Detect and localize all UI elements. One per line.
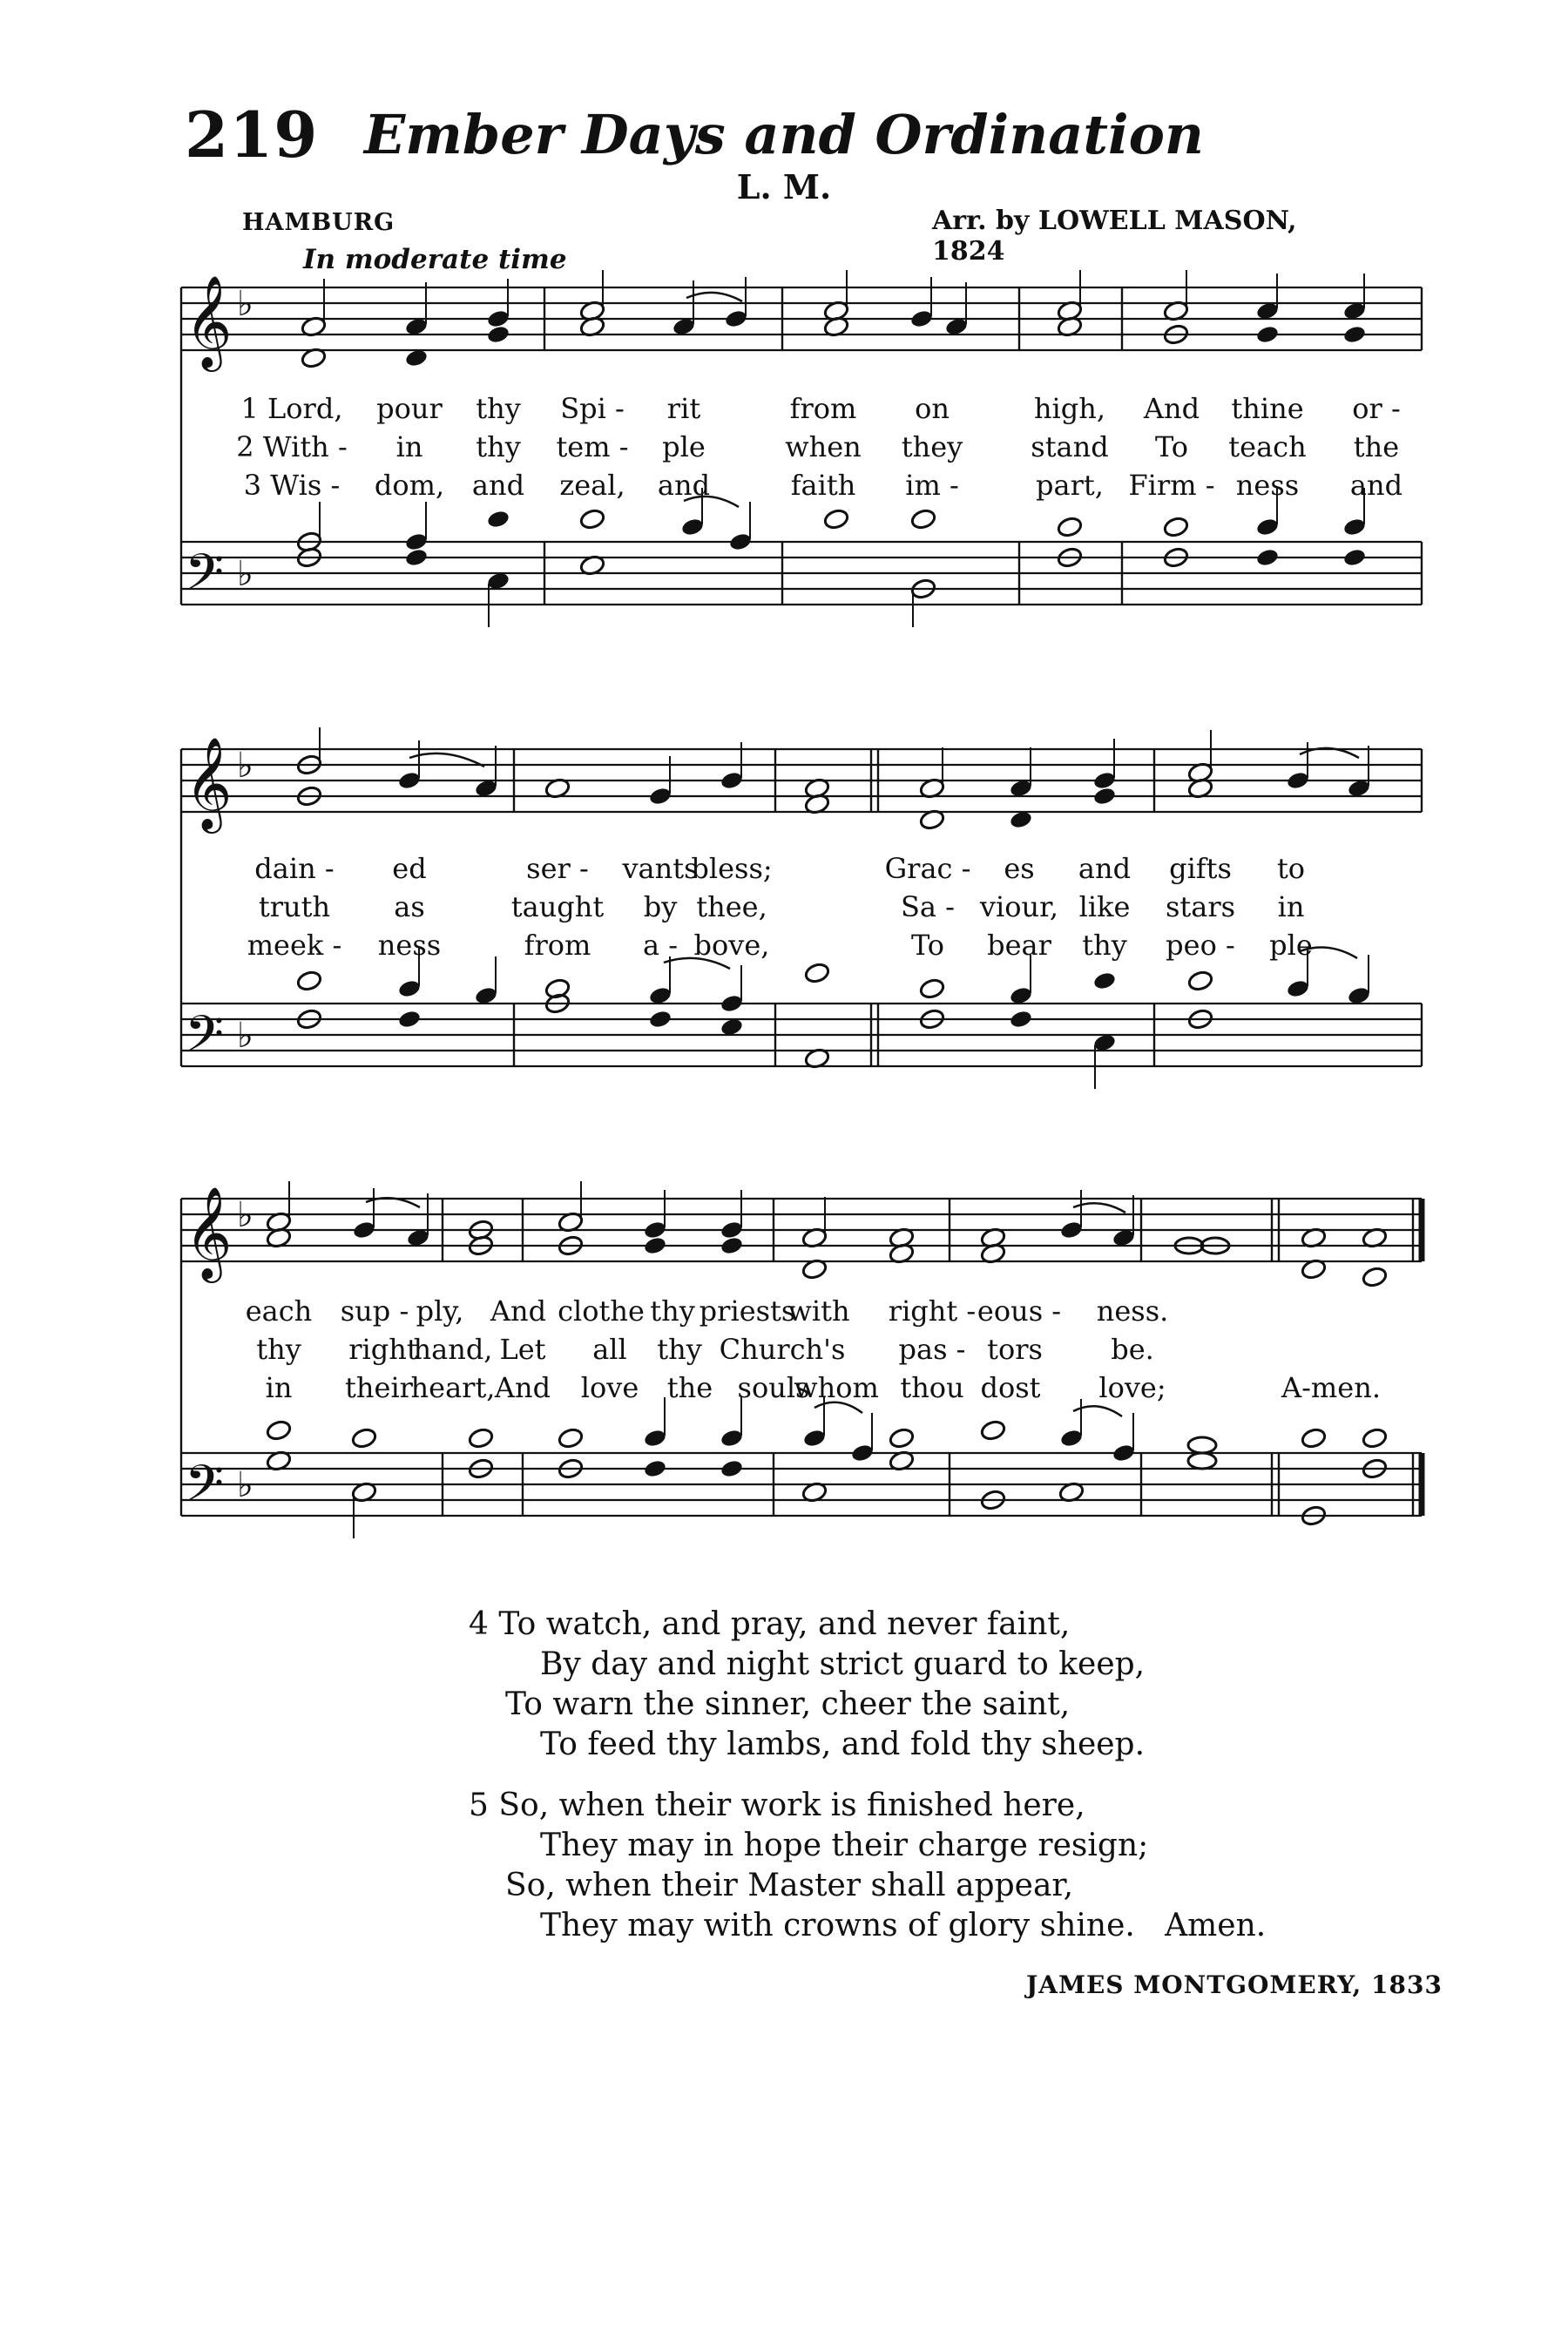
bass-clef-icon: 𝄢 xyxy=(185,1454,225,1525)
lyric-syllable: ple xyxy=(662,430,706,463)
lyric-syllable: meek - xyxy=(247,929,342,962)
stanza-line xyxy=(469,1605,1145,1645)
lyric-syllable: es xyxy=(1004,852,1035,885)
treble-notes xyxy=(266,1181,1389,1288)
lyric-syllable: 3 Wis - xyxy=(243,469,341,502)
lyric-syllable: from xyxy=(789,392,857,425)
lyric-syllable: right xyxy=(348,1333,418,1366)
flat-sign-icon: ♭ xyxy=(237,554,253,594)
lyric-syllable: when xyxy=(785,430,862,463)
lyric-syllable: pas - xyxy=(898,1333,966,1366)
bass-clef-icon: 𝄢 xyxy=(185,1004,225,1076)
lyric-syllable: thine xyxy=(1231,392,1304,425)
lyric-syllable: high, xyxy=(1033,392,1106,425)
lyric-syllable: like xyxy=(1078,890,1131,923)
lyrics-verse-1 xyxy=(0,1294,1568,1329)
lyric-syllable: they xyxy=(901,430,963,463)
lyric-syllable: ness. xyxy=(1096,1294,1169,1328)
lyric-syllable: and xyxy=(657,469,711,502)
lyric-syllable: in xyxy=(1277,890,1305,923)
lyric-syllable: clothe xyxy=(558,1294,645,1328)
lyric-syllable: Let xyxy=(499,1333,546,1366)
lyric-syllable: ple xyxy=(1269,929,1313,962)
lyric-syllable: eous - xyxy=(977,1294,1062,1328)
lyric-syllable: souls xyxy=(737,1371,810,1404)
flat-sign-icon: ♭ xyxy=(237,284,253,324)
lyric-syllable: viour, xyxy=(979,890,1059,923)
lyric-syllable: Spi - xyxy=(560,392,625,425)
lyric-syllable: be. xyxy=(1111,1333,1154,1366)
stanza-line: To feed thy lambs, and fold thy sheep. xyxy=(540,1727,1146,1762)
lyric-syllable: bove, xyxy=(693,929,770,962)
treble-staff xyxy=(181,749,1422,812)
lyric-syllable: thy xyxy=(256,1333,301,1366)
stanza-line: So, when their Master shall appear, xyxy=(505,1868,1074,1903)
hymn-number: 219 xyxy=(185,98,319,172)
lyric-syllable: zeal, xyxy=(559,469,625,502)
lyric-syllable: their xyxy=(345,1371,413,1404)
lyric-syllable: from xyxy=(524,929,591,962)
lyric-syllable: thee, xyxy=(696,890,767,923)
stanza-line: They may in hope their charge resign; xyxy=(540,1828,1149,1863)
lyric-syllable: im - xyxy=(905,469,959,502)
lyrics-verse-1 xyxy=(0,852,1568,887)
lyric-syllable: love; xyxy=(1098,1371,1166,1404)
lyric-syllable: To xyxy=(1154,430,1189,463)
bass-staff xyxy=(181,1004,1422,1066)
lyrics-verse-1 xyxy=(0,392,1568,427)
lyric-syllable: Sa - xyxy=(901,890,955,923)
lyric-syllable: gifts xyxy=(1169,852,1232,885)
tempo-marking: In moderate time xyxy=(303,244,567,275)
lyric-syllable: bear xyxy=(987,929,1051,962)
flat-sign-icon: ♭ xyxy=(237,746,253,786)
lyric-syllable: ply, xyxy=(416,1294,464,1328)
bass-notes xyxy=(296,948,1371,1090)
stanza-line xyxy=(469,1906,1266,1946)
lyrics-verse-3 xyxy=(0,929,1568,963)
amen-text: Amen. xyxy=(1165,1908,1267,1943)
author-credit: JAMES MONTGOMERY, 1833 xyxy=(1026,1970,1443,1999)
lyric-syllable: in xyxy=(395,430,423,463)
stanza-text: To watch, and pray, and never faint, xyxy=(498,1606,1071,1642)
lyric-syllable: by xyxy=(643,890,678,923)
stanza-4 xyxy=(469,1605,1145,1765)
lyric-syllable: stand xyxy=(1031,430,1109,463)
stanza-text: They may with crowns of glory shine. xyxy=(540,1908,1135,1943)
lyric-syllable: and xyxy=(1078,852,1132,885)
lyrics-verse-2 xyxy=(0,890,1568,925)
bass-staff xyxy=(181,542,1422,605)
lyric-syllable: the xyxy=(1353,430,1400,463)
lyric-syllable: thy xyxy=(650,1294,695,1328)
meter: L. M. xyxy=(736,167,832,206)
lyric-syllable: And xyxy=(490,1294,547,1328)
lyric-syllable: thy xyxy=(1082,929,1127,962)
lyric-syllable: hand, xyxy=(413,1333,493,1366)
lyric-syllable: ser - xyxy=(526,852,589,885)
lyric-syllable: Church's xyxy=(719,1333,846,1366)
lyric-syllable: ness xyxy=(377,929,442,962)
lyric-syllable: bless; xyxy=(691,852,773,885)
flat-sign-icon: ♭ xyxy=(237,1195,253,1235)
stanza-line: By day and night strict guard to keep, xyxy=(540,1646,1146,1682)
lyric-syllable: And xyxy=(494,1371,551,1404)
lyrics-verse-3 xyxy=(0,1371,1568,1406)
lyric-syllable: ness xyxy=(1235,469,1300,502)
treble-clef-icon: 𝄞 xyxy=(185,274,233,368)
lyric-syllable: dost xyxy=(980,1371,1041,1404)
bass-clef-icon: 𝄢 xyxy=(185,543,225,614)
stanza-number: 5 xyxy=(469,1788,489,1823)
stanza-line: To warn the sinner, cheer the saint, xyxy=(505,1686,1071,1722)
stanza-line xyxy=(469,1786,1266,1826)
stanza-5 xyxy=(469,1786,1266,1946)
lyric-syllable: each xyxy=(245,1294,313,1328)
lyric-syllable: dom, xyxy=(374,469,445,502)
lyric-syllable: Grac - xyxy=(884,852,971,885)
lyric-syllable: 2 With - xyxy=(236,430,348,463)
lyrics-verse-2 xyxy=(0,430,1568,465)
lyric-syllable: sup - xyxy=(340,1294,409,1328)
lyric-syllable: tors xyxy=(987,1333,1043,1366)
lyric-syllable: to xyxy=(1276,852,1306,885)
treble-clef-icon: 𝄞 xyxy=(185,736,233,829)
lyrics-verse-3 xyxy=(0,469,1568,504)
lyric-syllable: as xyxy=(394,890,425,923)
lyric-syllable: or - xyxy=(1352,392,1401,425)
lyric-syllable: thy xyxy=(476,392,521,425)
lyric-syllable: love xyxy=(580,1371,639,1404)
lyric-syllable: the xyxy=(666,1371,713,1404)
lyric-syllable: 1 Lord, xyxy=(240,392,343,425)
lyric-syllable: A-men. xyxy=(1281,1371,1381,1404)
lyric-syllable: whom xyxy=(794,1371,879,1404)
lyric-syllable: part, xyxy=(1036,469,1104,502)
lyric-syllable: thy xyxy=(657,1333,702,1366)
lyric-syllable: dain - xyxy=(254,852,335,885)
hymn-title: Ember Days and Ordination xyxy=(364,103,1204,166)
stanza-text: So, when their work is finished here, xyxy=(498,1788,1085,1823)
stanza-number: 4 xyxy=(469,1606,489,1642)
lyric-syllable: Firm - xyxy=(1128,469,1215,502)
lyric-syllable: right - xyxy=(888,1294,977,1328)
lyric-syllable: heart, xyxy=(410,1371,496,1404)
flat-sign-icon: ♭ xyxy=(237,1016,253,1056)
lyrics-verse-2 xyxy=(0,1333,1568,1368)
lyric-syllable: peo - xyxy=(1166,929,1235,962)
lyric-syllable: and xyxy=(1349,469,1403,502)
lyric-syllable: priests xyxy=(699,1294,796,1328)
lyric-syllable: faith xyxy=(790,469,856,502)
lyric-syllable: And xyxy=(1143,392,1200,425)
lyric-syllable: vants xyxy=(622,852,699,885)
lyric-syllable: pour xyxy=(376,392,443,425)
lyric-syllable: To xyxy=(910,929,945,962)
lyric-syllable: with xyxy=(787,1294,850,1328)
lyric-syllable: teach xyxy=(1228,430,1307,463)
lyric-syllable: thy xyxy=(476,430,521,463)
lyric-syllable: and xyxy=(471,469,525,502)
tune-name: HAMBURG xyxy=(242,209,395,236)
lyric-syllable: rit xyxy=(666,392,701,425)
lyric-syllable: all xyxy=(592,1333,627,1366)
arranger-credit: Arr. by LOWELL MASON, 1824 xyxy=(932,206,1297,267)
treble-staff xyxy=(181,287,1422,350)
lyric-syllable: tem - xyxy=(556,430,629,463)
lyric-syllable: stars xyxy=(1165,890,1236,923)
lyric-syllable: thou xyxy=(900,1371,964,1404)
lyric-syllable: a - xyxy=(642,929,679,962)
treble-clef-icon: 𝄞 xyxy=(185,1186,233,1279)
flat-sign-icon: ♭ xyxy=(237,1465,253,1505)
lyric-syllable: taught xyxy=(510,890,605,923)
lyric-syllable: in xyxy=(265,1371,293,1404)
lyric-syllable: ed xyxy=(392,852,427,885)
lyric-syllable: on xyxy=(915,392,950,425)
treble-notes xyxy=(296,727,1371,831)
lyric-syllable: truth xyxy=(258,890,331,923)
